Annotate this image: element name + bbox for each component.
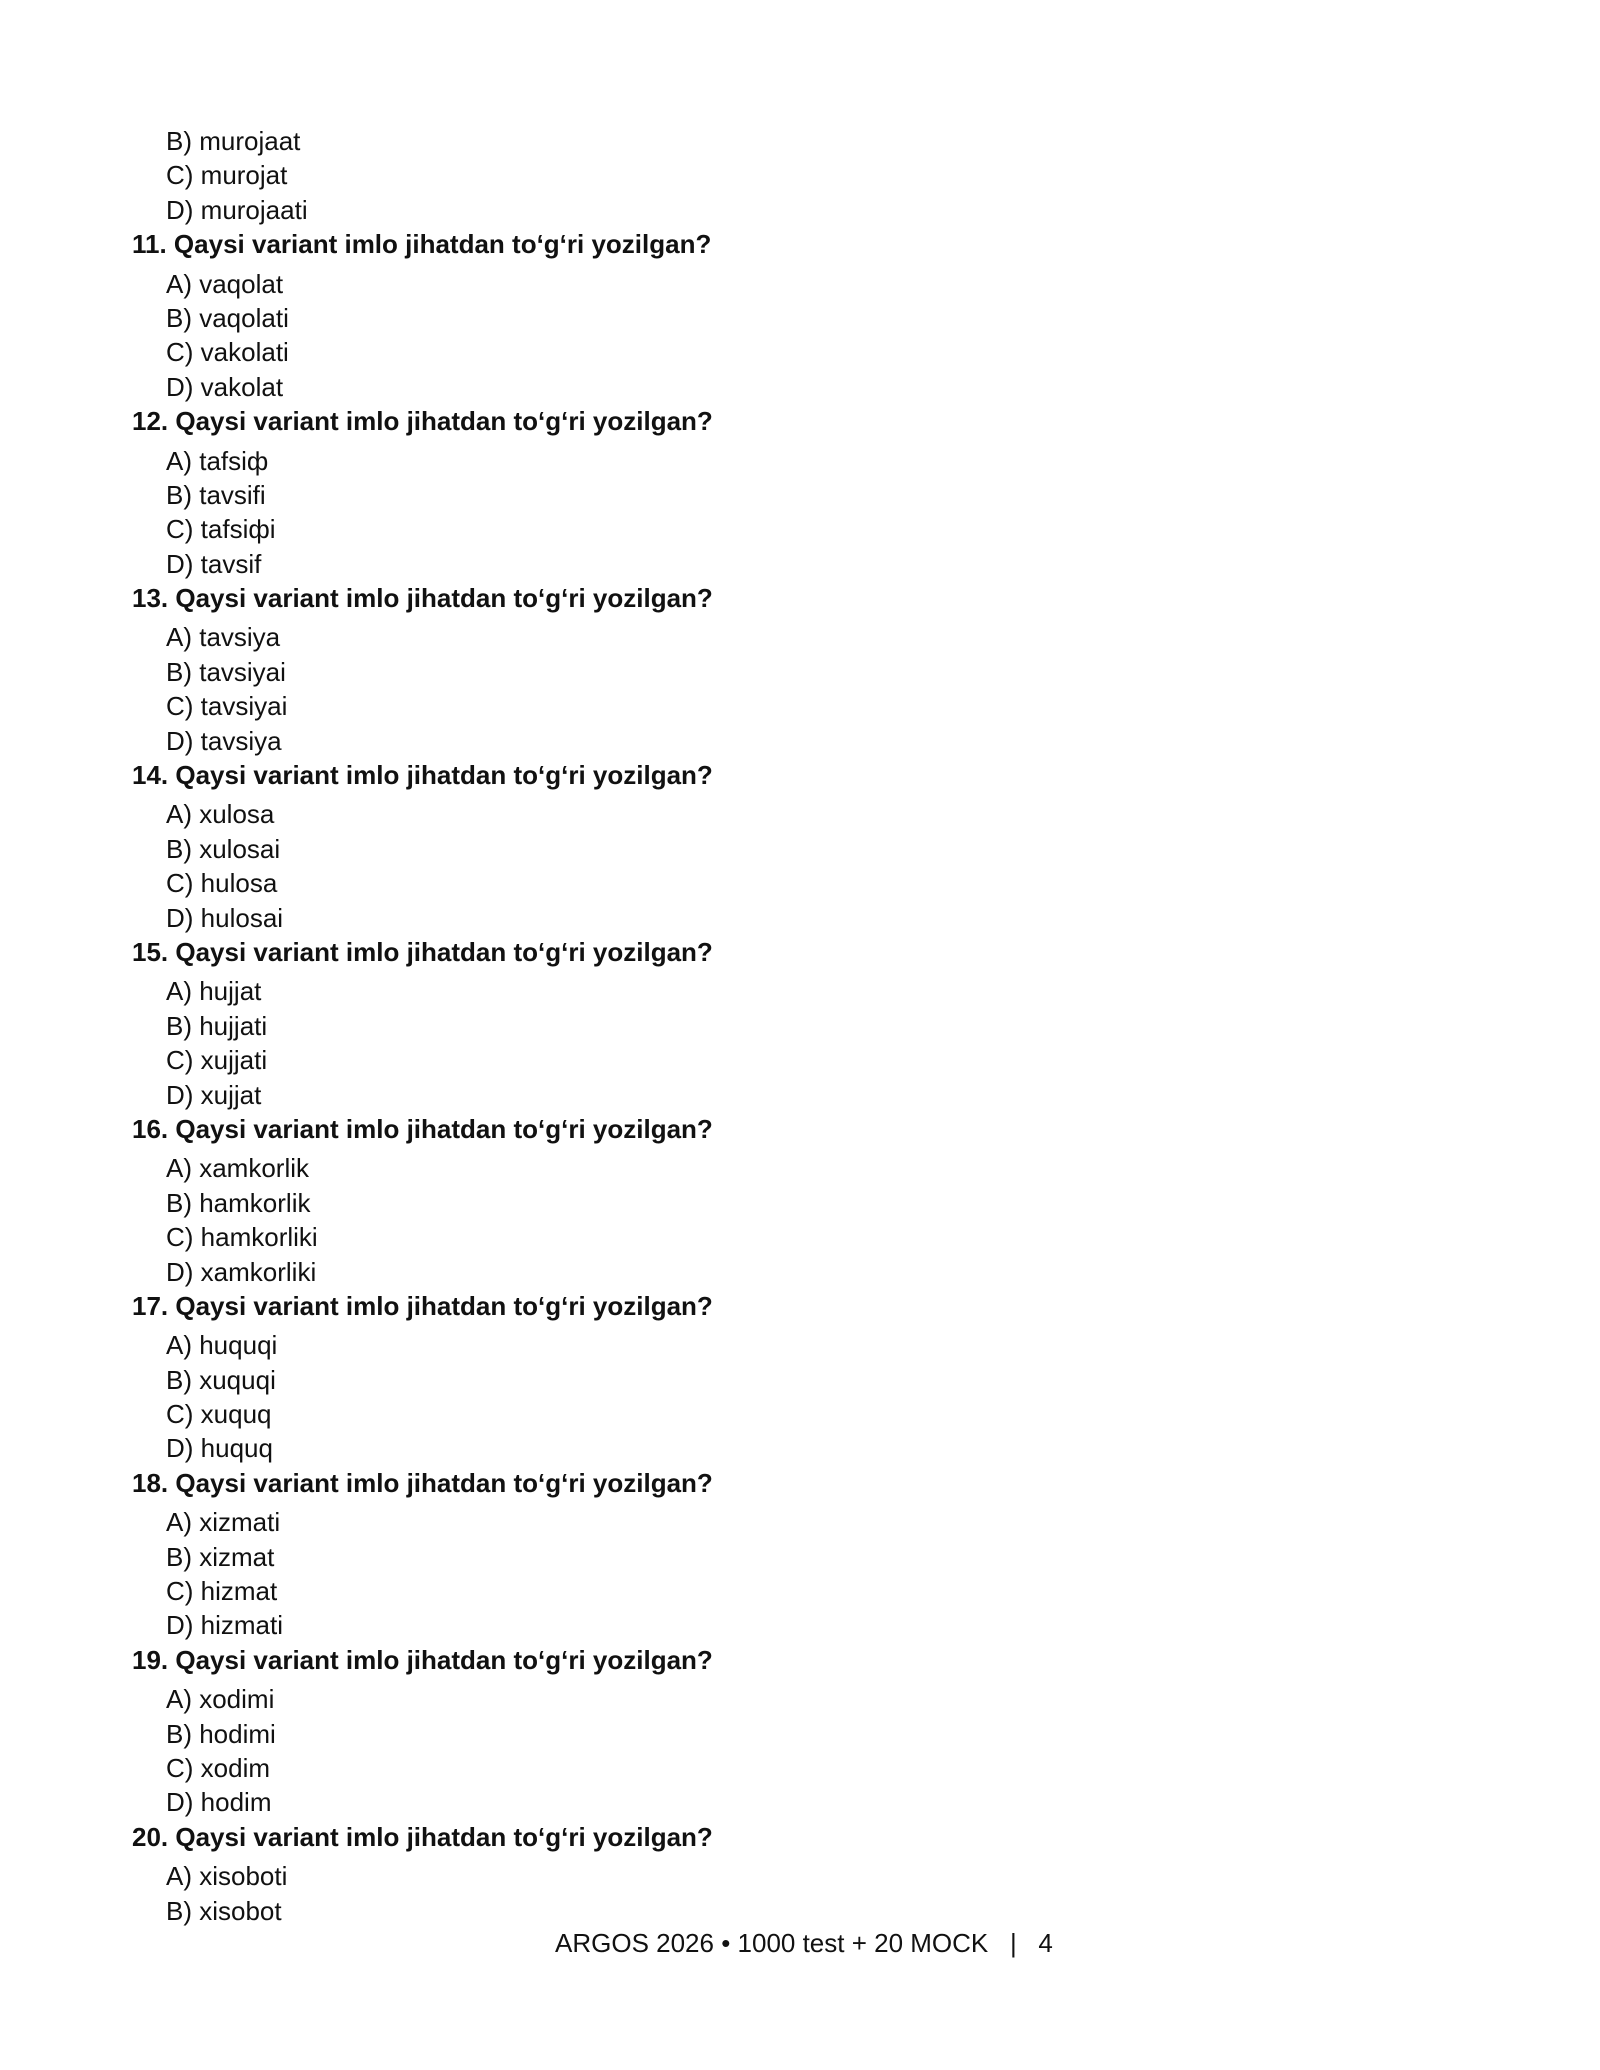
answer-option: A) tafsiф <box>166 445 269 476</box>
answer-option: B) xuquqi <box>166 1364 276 1395</box>
question-block <box>132 1289 1332 1466</box>
question-title: 12. Qaysi variant imlo jihatdan to‘g‘ri yozilgan? <box>132 406 713 437</box>
answer-option: A) vaqolat <box>166 268 284 299</box>
question-title: 19. Qaysi variant imlo jihatdan to‘g‘ri yozilgan? <box>132 1644 713 1675</box>
question-block <box>132 581 1332 758</box>
answer-option: D) huquq <box>166 1433 273 1464</box>
answer-option: B) murojaat <box>166 126 301 156</box>
page-number: 4 <box>1038 1928 1053 1958</box>
answer-option: B) xisobot <box>166 1895 282 1926</box>
answer-option: B) tavsifi <box>166 479 266 510</box>
question-title: 11. Qaysi variant imlo jihatdan to‘g‘ri yozilgan? <box>132 229 712 260</box>
answer-option: A) xisoboti <box>166 1861 288 1892</box>
answer-option: C) tafsiфi <box>166 514 276 545</box>
question-title: 18. Qaysi variant imlo jihatdan to‘g‘ri yozilgan? <box>132 1467 713 1498</box>
question-block <box>132 404 1332 581</box>
answer-option: B) hodimi <box>166 1718 276 1749</box>
footer-separator: | <box>1009 1928 1017 1958</box>
answer-option: A) xodimi <box>166 1684 275 1715</box>
answer-option: B) vaqolati <box>166 302 289 333</box>
answer-option: D) hodim <box>166 1787 272 1818</box>
question-block <box>132 227 1332 404</box>
question-block <box>132 1643 1332 1820</box>
question-block <box>132 1112 1332 1289</box>
footer-title: ARGOS 2026 • 1000 test + 20 MOCK <box>555 1928 989 1958</box>
answer-option: B) xulosai <box>166 833 281 864</box>
answer-option: D) tavsiya <box>166 725 282 756</box>
answer-option: C) xodim <box>166 1752 271 1783</box>
answer-option: D) hizmati <box>166 1610 284 1641</box>
answer-option: C) hizmat <box>166 1576 278 1607</box>
answer-option: D) xamkorliki <box>166 1256 317 1287</box>
question-title: 13. Qaysi variant imlo jihatdan to‘g‘ri yozilgan? <box>132 583 713 614</box>
answer-option: A) hujjat <box>166 976 262 1007</box>
answer-option: C) xuquq <box>166 1399 272 1430</box>
question-title: 14. Qaysi variant imlo jihatdan to‘g‘ri yozilgan? <box>132 760 713 791</box>
answer-option: C) tavsiyai <box>166 691 288 722</box>
answer-option: A) xizmati <box>166 1507 281 1538</box>
question-title: 17. Qaysi variant imlo jihatdan to‘g‘ri yozilgan? <box>132 1290 713 1321</box>
question-block <box>132 1466 1332 1643</box>
page-footer <box>555 1926 1053 1960</box>
answer-option: D) xujjat <box>166 1079 262 1110</box>
answer-option: A) xulosa <box>166 799 275 830</box>
question-block <box>132 935 1332 1112</box>
answer-option: D) vakolat <box>166 371 284 402</box>
answer-option: C) xujjati <box>166 1045 268 1076</box>
answer-option: C) hamkorliki <box>166 1222 318 1253</box>
answer-option: C) vakolati <box>166 337 289 368</box>
answer-option: B) tavsiyai <box>166 656 286 687</box>
answer-option: D) murojaati <box>166 194 308 225</box>
answer-option: A) xamkorlik <box>166 1153 310 1184</box>
question-title: 16. Qaysi variant imlo jihatdan to‘g‘ri yozilgan? <box>132 1113 713 1144</box>
answer-option: C) murojat <box>166 160 288 191</box>
answer-option: B) hujjati <box>166 1010 268 1041</box>
answer-option: A) huquqi <box>166 1330 278 1361</box>
previous-question-options <box>132 124 1332 227</box>
answer-option: D) tavsif <box>166 548 262 579</box>
answer-option: B) xizmat <box>166 1541 275 1572</box>
answer-option: C) hulosa <box>166 868 278 899</box>
question-title: 15. Qaysi variant imlo jihatdan to‘g‘ri yozilgan? <box>132 936 713 967</box>
answer-option: A) tavsiya <box>166 622 281 653</box>
question-list <box>132 124 1332 1928</box>
answer-option: B) hamkorlik <box>166 1187 311 1218</box>
question-title: 20. Qaysi variant imlo jihatdan to‘g‘ri yozilgan? <box>132 1821 713 1852</box>
question-block <box>132 1820 1332 1928</box>
answer-option: D) hulosai <box>166 902 284 933</box>
question-block <box>132 758 1332 935</box>
